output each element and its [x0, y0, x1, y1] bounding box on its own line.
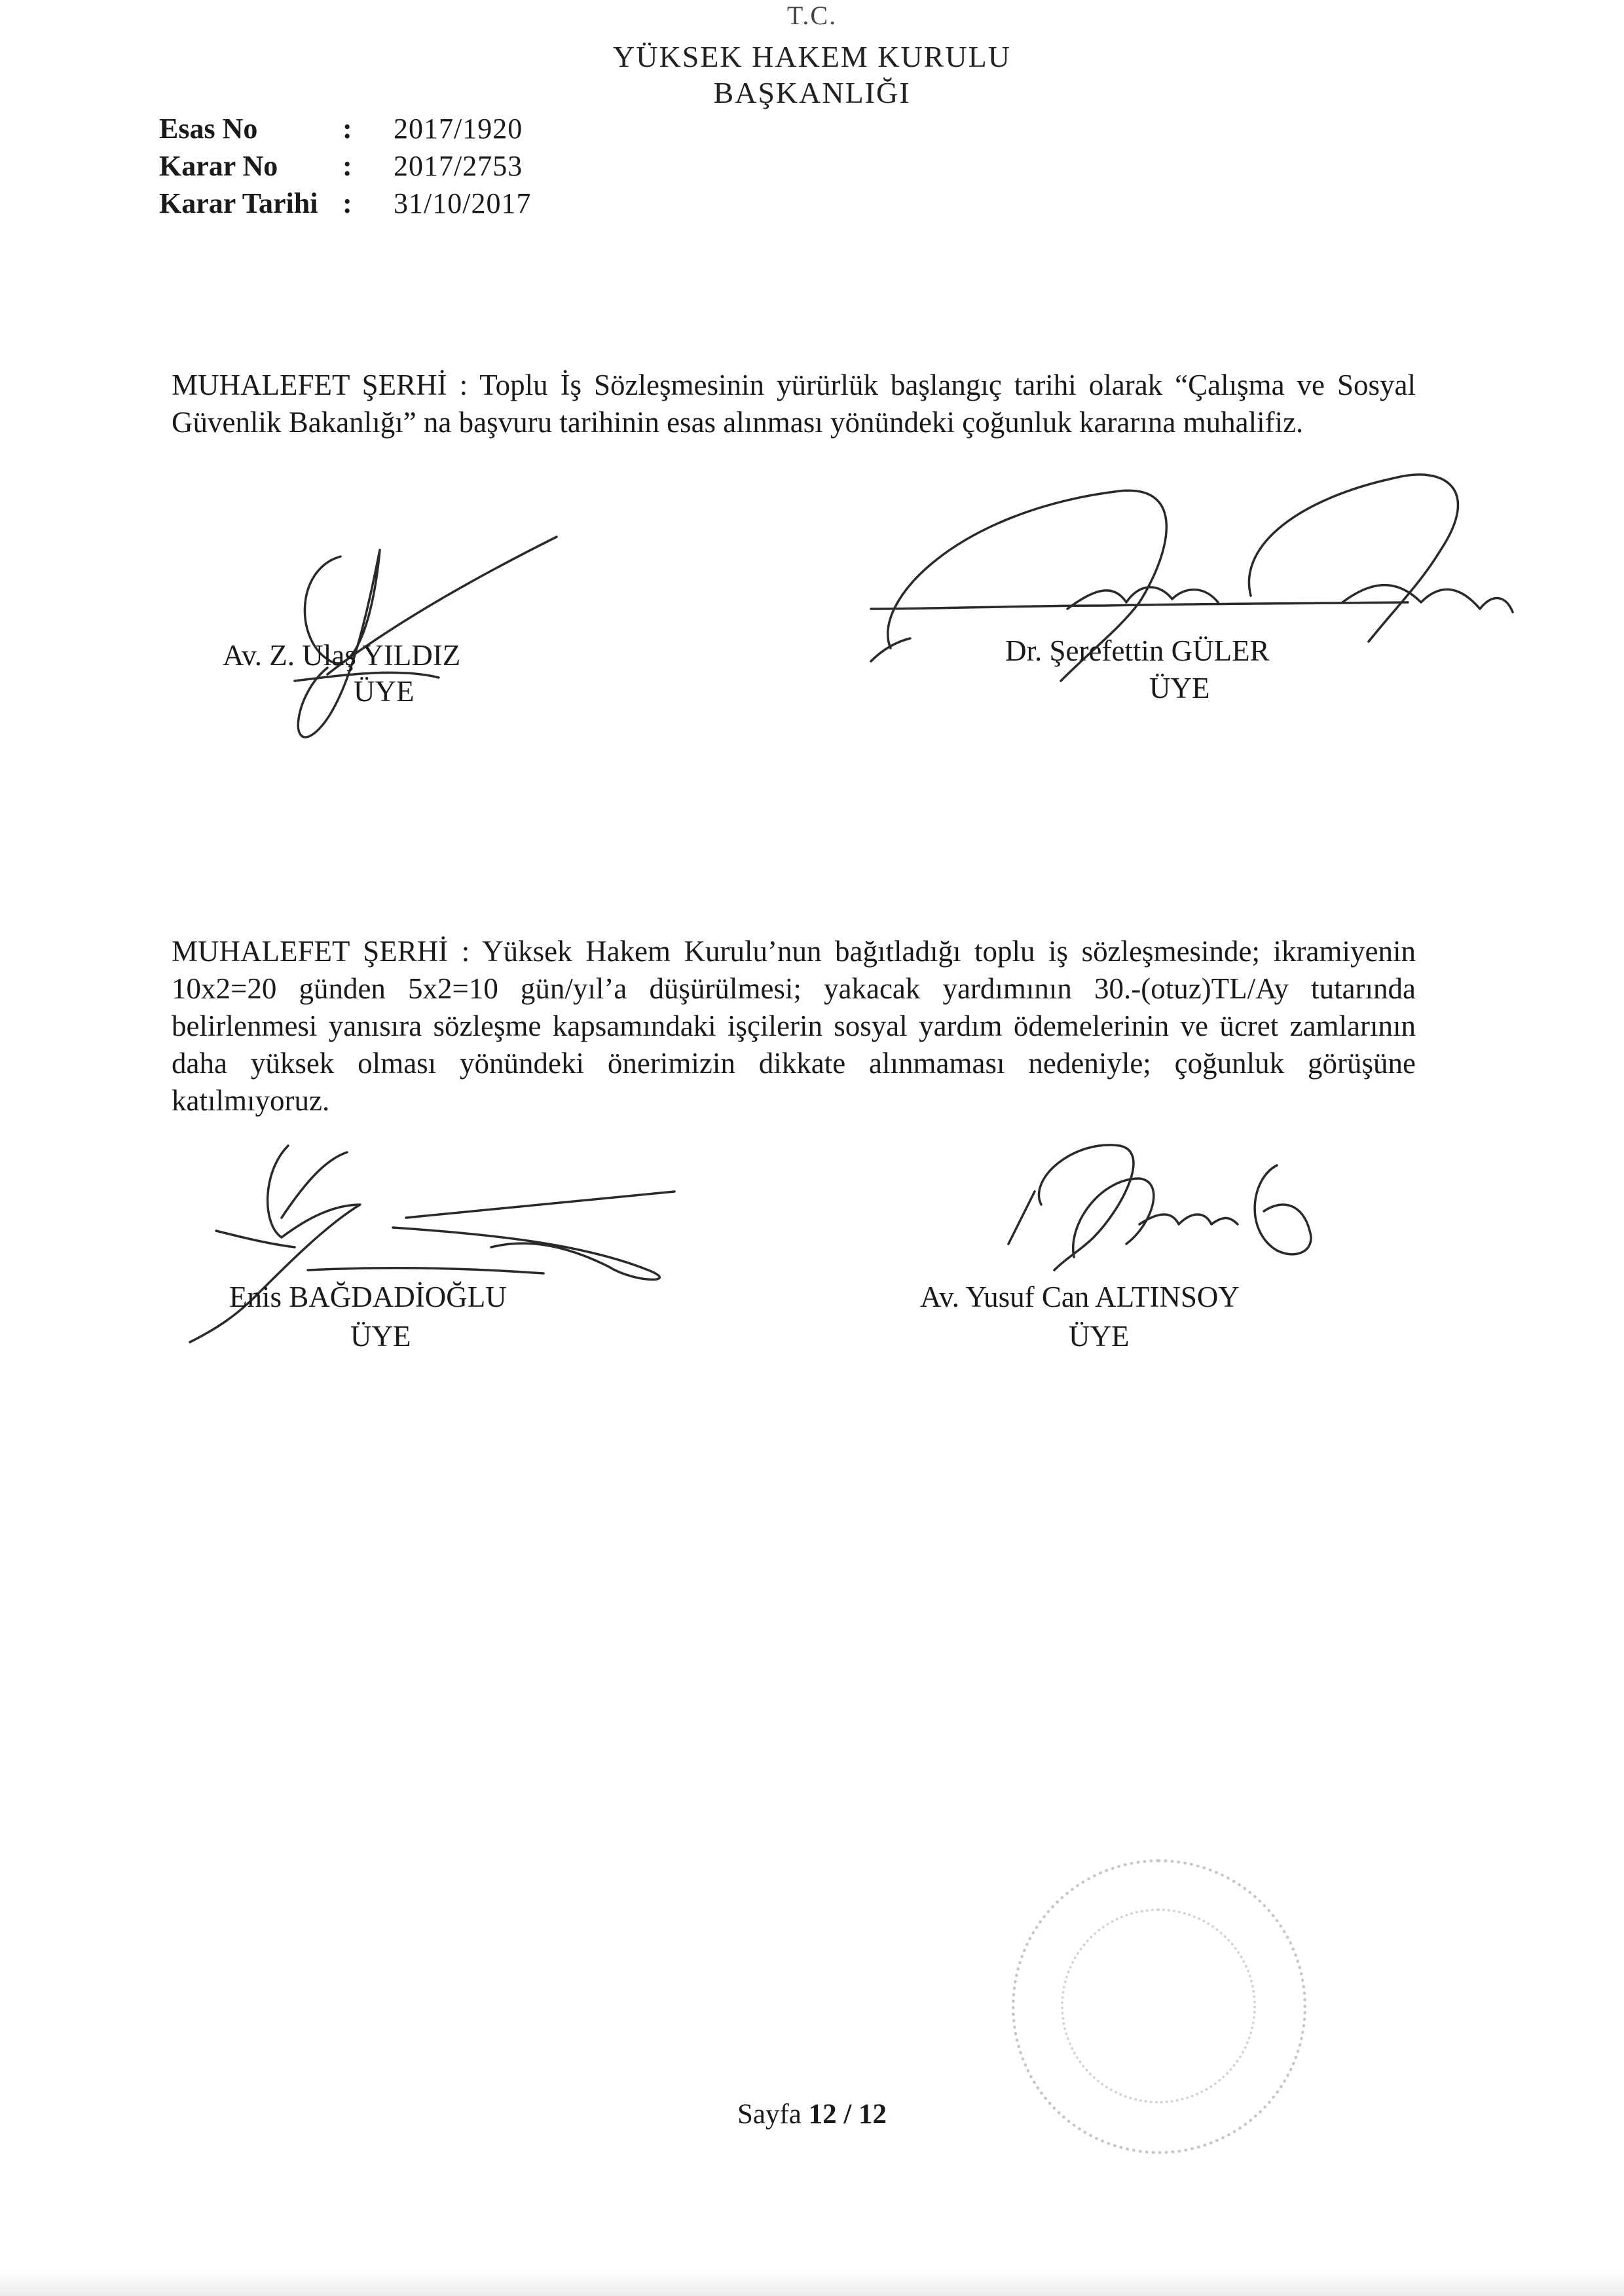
case-colon: :: [342, 187, 352, 219]
institution-name: YÜKSEK HAKEM KURULU: [613, 40, 1011, 73]
signer-role: ÜYE: [1149, 672, 1210, 704]
page-label: Sayfa: [737, 2099, 802, 2130]
case-value: 2017/2753: [394, 150, 523, 182]
case-colon: :: [342, 150, 352, 182]
signer-role: ÜYE: [354, 675, 415, 708]
case-value: 2017/1920: [394, 113, 523, 145]
seal-inner-ring: [1061, 1908, 1256, 2104]
signer-name: Av. Z. Ulaş YILDIZ: [223, 639, 461, 672]
signer-name: Enis BAĞDADİOĞLU: [229, 1281, 507, 1313]
scan-edge: [0, 2272, 1624, 2296]
case-label: Karar No: [159, 150, 278, 182]
dissent-opinion-2: MUHALEFET ŞERHİ : Yüksek Hakem Kurulu’nun bağıtladığı toplu iş sözleşmesinde; ikramiyenin 10x2=20 günden 5x2=10 gün/yıl’a düşürülmesi; yakacak yardımının 30.-(otuz)TL/Ay tutarında belirlenmesi yanısıra sözleşme kapsamındaki işçilerin sosyal yardım ödemelerinin ve ücret zamlarının daha yüksek olması yönündeki önerimizin dikkate alınmaması nedeniyle; çoğunluk görüşüne katılmıyoruz.: [172, 935, 1416, 1117]
signer-name: Av. Yusuf Can ALTINSOY: [920, 1281, 1240, 1313]
header-top-fragment: T.C.: [786, 1, 838, 30]
case-label: Karar Tarihi: [159, 187, 318, 219]
case-row-esas: [159, 110, 531, 147]
case-row-tarih: [159, 185, 531, 222]
office-name: BAŞKANLIĞI: [713, 76, 911, 109]
page-current: 12: [808, 2099, 837, 2130]
page-separator: /: [843, 2099, 852, 2130]
signature-altinsoy: [969, 1126, 1336, 1296]
signer-role: ÜYE: [1069, 1320, 1130, 1353]
case-colon: :: [342, 113, 352, 145]
case-label: Esas No: [159, 113, 258, 145]
case-value: 31/10/2017: [394, 187, 532, 219]
page-number: [0, 2098, 1624, 2130]
case-row-karar: [159, 147, 531, 185]
case-info: [159, 110, 531, 222]
page-total: 12: [858, 2099, 887, 2130]
signer-name: Dr. Şerefettin GÜLER: [1005, 634, 1270, 667]
dissent-opinion-1: MUHALEFET ŞERHİ : Toplu İş Sözleşmesinin yürürlük başlangıç tarihi olarak “Çalışma ve Sosyal Güvenlik Bakanlığı” na başvuru tarihinin esas alınması yönündeki çoğunluk kararına muhalifiz.: [172, 369, 1416, 439]
signature-bagdadioglu: [177, 1133, 701, 1349]
signer-role: ÜYE: [350, 1320, 411, 1353]
